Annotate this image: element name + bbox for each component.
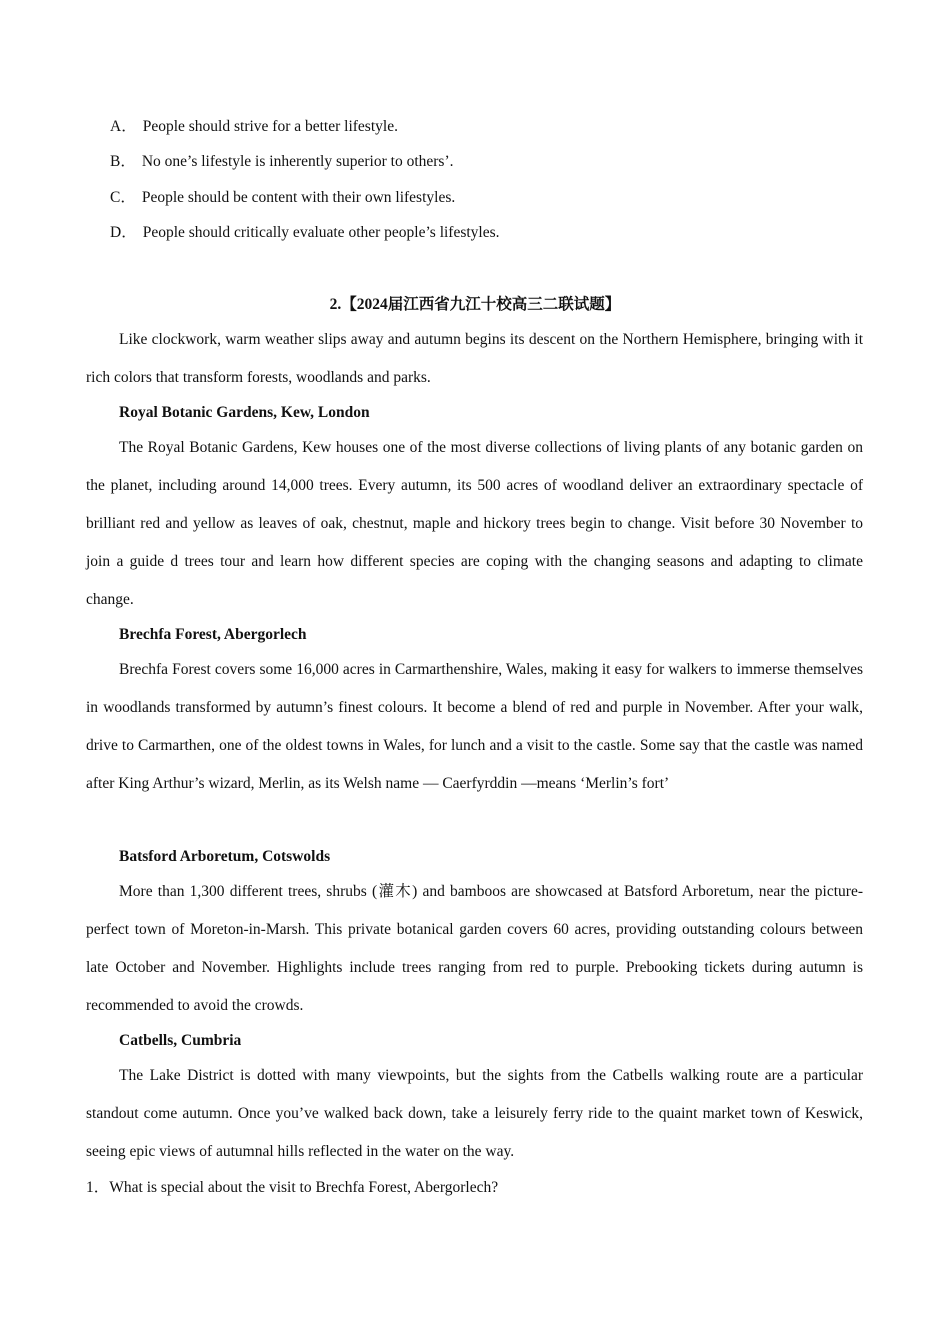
option-text: People should critically evaluate other people’s lifestyles. [142,224,500,241]
intro-paragraph: Like clockwork, warm weather slips away and autumn begins its descent on the Northern Hemisphere, bringing with it rich colors that transform forests, woodlands and parks. [86,331,863,386]
question-text: What is special about the visit to Brechfa Forest, Abergorlech? [109,1179,499,1196]
option-letter: B． [110,153,136,170]
paragraph-batsford: More than 1,300 different trees, shrubs (灌木) and bamboos are showcased at Batsford Arboretum, near the picture-perfect town of Moreton-in-Marsh. This private botanical garden covers 60 acres, providing outstanding colours between late October and November. Highlights include trees ranging from red to purple. Prebooking tickets during autumn is recommended to avoid the crowds. [86,883,863,1014]
section-title: 2.【2024届江西省九江十校高三二联试题】 [329,296,621,313]
paragraph-kew: The Royal Botanic Gardens, Kew houses one of the most diverse collections of living plants of any botanic garden on the planet, including around 14,000 trees. Every autumn, its 500 acres of woodland deliver an extraordinary spectacle of brilliant red and yellow as leaves of oak, chestnut, maple and hickory trees begin to change. Visit before 30 November to join a guide d trees tour and learn how different species are coping with the changing seasons and adapting to climate change. [86,439,863,608]
option-letter: C． [110,189,136,206]
option-c [110,188,455,208]
question-1 [86,1177,498,1199]
option-a [110,117,398,137]
option-b [110,152,454,172]
heading-batsford: Batsford Arboretum, Cotswolds [119,848,331,865]
option-text: No one’s lifestyle is inherently superior to others’. [141,153,454,170]
heading-kew: Royal Botanic Gardens, Kew, London [119,404,370,421]
paragraph-catbells: The Lake District is dotted with many viewpoints, but the sights from the Catbells walking route are a particular standout come autumn. Once you’ve walked back down, take a leisurely ferry ride to the quaint market town of Keswick, seeing epic views of autumnal hills reflected in the water on the way. [86,1067,863,1160]
question-number: 1． [86,1179,110,1196]
heading-catbells: Catbells, Cumbria [119,1032,242,1049]
heading-brechfa: Brechfa Forest, Abergorlech [119,626,307,643]
option-text: People should be content with their own lifestyles. [141,189,456,206]
option-letter: D． [110,224,137,241]
option-letter: A． [110,118,137,135]
paragraph-brechfa: Brechfa Forest covers some 16,000 acres in Carmarthenshire, Wales, making it easy for walkers to immerse themselves in woodlands transformed by autumn’s finest colours. It become a blend of red and purple in November. After your walk, drive to Carmarthen, one of the oldest towns in Wales, for lunch and a visit to the castle. Some say that the castle was named after King Arthur’s wizard, Merlin, as its Welsh name — Caerfyrddin —means ‘Merlin’s fort’ [86,661,863,792]
option-text: People should strive for a better lifestyle. [142,118,398,135]
option-d [110,223,500,243]
